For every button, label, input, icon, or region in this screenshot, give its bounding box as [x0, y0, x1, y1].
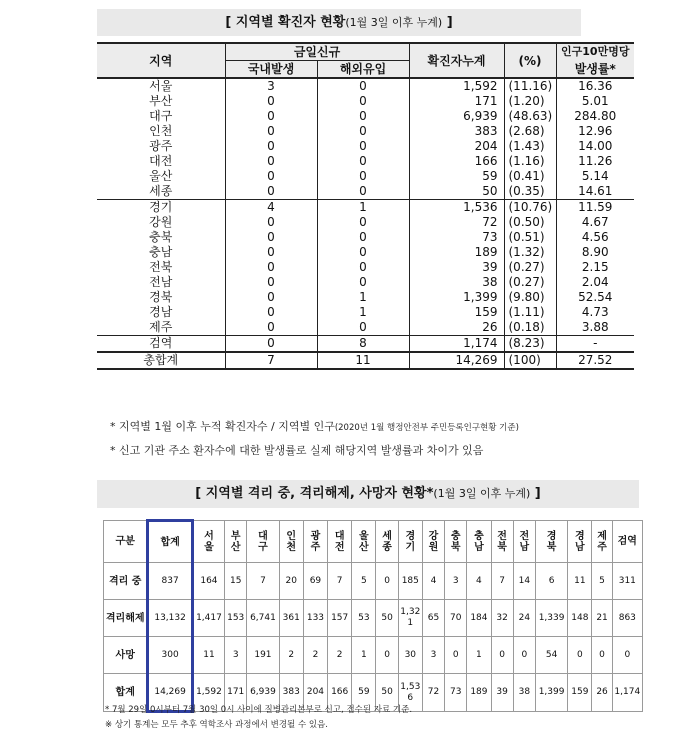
cell-value: 166	[328, 674, 352, 712]
column-header-label: 합계	[160, 536, 180, 548]
cell-domestic: 0	[225, 94, 317, 109]
table-row	[97, 200, 634, 216]
cell-value: 0	[592, 637, 612, 674]
section2-title-main: [ 지역별 격리 중, 격리해제, 사망자 현황*	[195, 486, 434, 501]
table-row	[104, 600, 643, 637]
cell-region: 제주	[149, 320, 173, 334]
cell-value: 73	[445, 674, 467, 712]
section2-title-end: ]	[530, 486, 541, 501]
cell-value: 185	[398, 563, 422, 600]
cell-overseas: 0	[317, 184, 409, 200]
cell-value: 1	[352, 637, 376, 674]
column-header-label: 강원	[428, 530, 439, 553]
cell-value: 148	[568, 600, 592, 637]
cell-region: 총합계	[97, 352, 225, 369]
cell-overseas: 11	[317, 352, 409, 369]
cell-value: 3	[422, 637, 444, 674]
cell-sum: 300	[148, 637, 192, 674]
cell-value: 0	[491, 637, 513, 674]
cell-cumulative: 38	[409, 275, 504, 290]
cell-domestic: 0	[225, 275, 317, 290]
column-header-label: 구분	[115, 536, 135, 547]
cell-value: 3	[445, 563, 467, 600]
cell-value: 69	[303, 563, 327, 600]
cell-value: 50	[376, 674, 398, 712]
cell-overseas: 0	[317, 139, 409, 154]
header-overseas: 해외유입	[317, 61, 409, 79]
column-header-label: 세종	[382, 530, 392, 553]
cell-value: 189	[467, 674, 491, 712]
column-header	[225, 521, 247, 563]
cell-domestic: 0	[225, 320, 317, 336]
header-rate-line1: 인구10만명당	[556, 43, 634, 61]
cell-value: 14	[513, 563, 535, 600]
cell-rate: 14.61	[556, 184, 634, 200]
cell-value: 65	[422, 600, 444, 637]
cell-value: 383	[279, 674, 303, 712]
cell-cumulative: 171	[409, 94, 504, 109]
cell-overseas: 0	[317, 260, 409, 275]
cell-overseas: 0	[317, 124, 409, 139]
cell-overseas: 0	[317, 215, 409, 230]
table-row	[97, 184, 634, 200]
cell-overseas: 1	[317, 305, 409, 320]
cell-value: 32	[491, 600, 513, 637]
cell-cumulative: 1,592	[409, 78, 504, 94]
table-row	[97, 336, 634, 353]
column-header	[445, 521, 467, 563]
cell-percent: (2.68)	[504, 124, 556, 139]
column-header-label: 울산	[359, 530, 369, 553]
cell-rate: 4.56	[556, 230, 634, 245]
cell-value: 38	[513, 674, 535, 712]
cell-value: 24	[513, 600, 535, 637]
cell-region: 검역	[97, 336, 225, 353]
cell-region: 광주	[149, 139, 173, 153]
table-row	[97, 78, 634, 94]
cell-cumulative: 1,399	[409, 290, 504, 305]
cell-rate: 27.52	[556, 352, 634, 369]
table-row	[97, 245, 634, 260]
cell-cumulative: 204	[409, 139, 504, 154]
column-header-label: 경남	[575, 530, 585, 553]
cell-domestic: 3	[225, 78, 317, 94]
cell-value: 54	[535, 637, 567, 674]
note-incidence-definition	[110, 418, 519, 434]
cell-value: 20	[279, 563, 303, 600]
cell-value: 72	[422, 674, 444, 712]
cell-domestic: 0	[225, 336, 317, 353]
cell-value: 1,174	[612, 674, 642, 712]
note1-main: * 지역별 1월 이후 누적 확진자수 / 지역별 인구	[110, 420, 335, 433]
cell-value: 171	[225, 674, 247, 712]
column-header	[398, 521, 422, 563]
header-region: 지역	[97, 43, 225, 78]
table-row	[97, 320, 634, 336]
cell-value: 11	[568, 563, 592, 600]
column-header-label: 경북	[546, 530, 557, 553]
cell-percent: (0.35)	[504, 184, 556, 200]
cell-overseas: 0	[317, 230, 409, 245]
cell-value: 164	[192, 563, 224, 600]
cell-sum: 13,132	[148, 600, 192, 637]
cell-value: 863	[612, 600, 642, 637]
cell-domestic: 0	[225, 154, 317, 169]
section2-title	[97, 480, 639, 508]
cell-value: 157	[328, 600, 352, 637]
cell-domestic: 0	[225, 124, 317, 139]
table-row	[97, 124, 634, 139]
cell-value: 191	[247, 637, 279, 674]
header-rate-line2: 발생률*	[556, 61, 634, 79]
table-row	[97, 260, 634, 275]
note1-source: (2020년 1월 행정안전부 주민등록인구현황 기준)	[334, 423, 519, 433]
column-header-label: 경기	[405, 530, 416, 553]
cell-value: 0	[513, 637, 535, 674]
table-row	[97, 275, 634, 290]
column-header-label: 광주	[310, 530, 321, 553]
cell-region: 전북	[149, 260, 173, 274]
cell-domestic: 0	[225, 245, 317, 260]
cell-region: 인천	[149, 124, 173, 138]
header-cumulative: 확진자누계	[409, 43, 504, 78]
cell-cumulative: 39	[409, 260, 504, 275]
cell-value: 30	[398, 637, 422, 674]
row-label: 격리해제	[104, 600, 148, 637]
confirmed-cases-table	[97, 42, 634, 370]
column-header	[422, 521, 444, 563]
cell-percent: (1.43)	[504, 139, 556, 154]
cell-cumulative: 166	[409, 154, 504, 169]
cell-percent: (0.27)	[504, 260, 556, 275]
cell-region: 경기	[97, 200, 225, 216]
cell-value: 1,417	[192, 600, 224, 637]
cell-value: 2	[328, 637, 352, 674]
table-row	[97, 290, 634, 305]
column-header-label: 전북	[497, 530, 507, 553]
cell-value: 2	[303, 637, 327, 674]
cell-cumulative: 50	[409, 184, 504, 200]
cell-rate: 284.80	[556, 109, 634, 124]
total-row	[97, 352, 634, 369]
cell-sum: 837	[148, 563, 192, 600]
cell-cumulative: 72	[409, 215, 504, 230]
table-row	[97, 154, 634, 169]
cell-percent: (0.27)	[504, 275, 556, 290]
cell-overseas: 8	[317, 336, 409, 353]
header-domestic: 국내발생	[225, 61, 317, 79]
cell-overseas: 0	[317, 94, 409, 109]
cell-value: 26	[592, 674, 612, 712]
column-header-label: 대전	[334, 530, 345, 553]
header-today-new: 금일신규	[225, 43, 409, 61]
column-header	[303, 521, 327, 563]
cell-percent: (0.18)	[504, 320, 556, 336]
cell-value: 2	[279, 637, 303, 674]
cell-value: 1,536	[398, 674, 422, 712]
row-label: 격리 중	[104, 563, 148, 600]
table-row	[97, 139, 634, 154]
cell-rate: 4.67	[556, 215, 634, 230]
cell-domestic: 0	[225, 139, 317, 154]
cell-rate: 5.01	[556, 94, 634, 109]
column-header	[376, 521, 398, 563]
cell-percent: (11.16)	[504, 78, 556, 94]
cell-value: 0	[612, 637, 642, 674]
cell-region: 부산	[149, 94, 173, 108]
cell-value: 311	[612, 563, 642, 600]
cell-domestic: 0	[225, 290, 317, 305]
isolation-status-table	[103, 519, 643, 713]
cell-cumulative: 59	[409, 169, 504, 184]
column-header	[513, 521, 535, 563]
cell-overseas: 1	[317, 200, 409, 216]
cell-overseas: 0	[317, 275, 409, 290]
cell-rate: 16.36	[556, 78, 634, 94]
cell-domestic: 0	[225, 230, 317, 245]
footnote-data-basis: * 7월 29일 0시부터 7월 30일 0시 사이에 질병관리본부로 신고, 접수된 자료 기준.	[105, 705, 413, 715]
column-header	[247, 521, 279, 563]
cell-domestic: 0	[225, 169, 317, 184]
cell-value: 159	[568, 674, 592, 712]
table-row	[104, 637, 643, 674]
cell-value: 3	[225, 637, 247, 674]
cell-value: 4	[467, 563, 491, 600]
column-header-label: 대구	[258, 530, 268, 553]
cell-overseas: 0	[317, 78, 409, 94]
cell-rate: 4.73	[556, 305, 634, 320]
cell-overseas: 1	[317, 290, 409, 305]
cell-rate: 2.15	[556, 260, 634, 275]
cell-percent: (8.23)	[504, 336, 556, 353]
column-header	[279, 521, 303, 563]
cell-rate: 5.14	[556, 169, 634, 184]
cell-value: 39	[491, 674, 513, 712]
cell-rate: 11.26	[556, 154, 634, 169]
cell-value: 7	[491, 563, 513, 600]
table-row	[104, 563, 643, 600]
cell-cumulative: 14,269	[409, 352, 504, 369]
cell-domestic: 0	[225, 184, 317, 200]
cell-value: 153	[225, 600, 247, 637]
column-header	[328, 521, 352, 563]
cell-cumulative: 1,536	[409, 200, 504, 216]
cell-percent: (9.80)	[504, 290, 556, 305]
cell-domestic: 0	[225, 215, 317, 230]
column-header	[491, 521, 513, 563]
cell-value: 1,592	[192, 674, 224, 712]
cell-rate: 52.54	[556, 290, 634, 305]
cell-overseas: 0	[317, 169, 409, 184]
cell-rate: 14.00	[556, 139, 634, 154]
cell-value: 1,321	[398, 600, 422, 637]
table-row	[97, 109, 634, 124]
cell-value: 11	[192, 637, 224, 674]
column-header	[612, 521, 642, 563]
cell-overseas: 0	[317, 109, 409, 124]
table-row	[97, 169, 634, 184]
cell-value: 21	[592, 600, 612, 637]
cell-percent: (0.50)	[504, 215, 556, 230]
cell-value: 7	[328, 563, 352, 600]
cell-region: 전남	[149, 275, 173, 289]
column-header-label: 인천	[286, 530, 297, 553]
cell-percent: (0.51)	[504, 230, 556, 245]
cell-value: 0	[568, 637, 592, 674]
column-header	[568, 521, 592, 563]
note-incidence-caveat: * 신고 기관 주소 환자수에 대한 발생률로 실제 해당지역 발생률과 차이가 있음	[110, 444, 484, 457]
cell-rate: -	[556, 336, 634, 353]
section1-title-main: [ 지역별 확진자 현황	[225, 15, 346, 30]
cell-region: 울산	[149, 169, 173, 183]
cell-value: 5	[352, 563, 376, 600]
cell-region: 충북	[149, 230, 173, 244]
section1-title-end: ]	[442, 15, 453, 30]
cell-percent: (100)	[504, 352, 556, 369]
cell-domestic: 0	[225, 260, 317, 275]
column-header-label: 충남	[474, 530, 484, 553]
cell-value: 0	[376, 563, 398, 600]
cell-region: 세종	[149, 184, 173, 198]
cell-domestic: 0	[225, 109, 317, 124]
cell-value: 53	[352, 600, 376, 637]
column-header-label: 부산	[230, 530, 241, 553]
cell-value: 70	[445, 600, 467, 637]
section1-title-period: (1월 3일 이후 누계)	[345, 16, 443, 29]
cell-region: 강원	[149, 215, 173, 229]
cell-value: 184	[467, 600, 491, 637]
cell-cumulative: 73	[409, 230, 504, 245]
cell-percent: (1.20)	[504, 94, 556, 109]
cell-region: 경남	[149, 305, 173, 319]
cell-value: 4	[422, 563, 444, 600]
cell-region: 대전	[149, 154, 173, 168]
cell-value: 0	[445, 637, 467, 674]
table-row	[97, 215, 634, 230]
row-label: 합계	[104, 674, 148, 712]
cell-region: 충남	[149, 245, 173, 259]
cell-cumulative: 1,174	[409, 336, 504, 353]
cell-rate: 3.88	[556, 320, 634, 336]
cell-value: 59	[352, 674, 376, 712]
cell-region: 경북	[149, 290, 173, 304]
table-row	[97, 94, 634, 109]
column-header	[535, 521, 567, 563]
column-header	[148, 521, 192, 563]
cell-sum: 14,269	[148, 674, 192, 712]
cell-percent: (1.32)	[504, 245, 556, 260]
cell-value: 6,741	[247, 600, 279, 637]
column-header	[467, 521, 491, 563]
section2-title-period: (1월 3일 이후 누계)	[433, 487, 531, 500]
cell-value: 0	[376, 637, 398, 674]
column-header-label: 제주	[597, 530, 607, 553]
cell-value: 1,399	[535, 674, 567, 712]
cell-domestic: 4	[225, 200, 317, 216]
section1-title	[97, 9, 581, 36]
cell-overseas: 0	[317, 245, 409, 260]
column-header-label: 충북	[450, 530, 461, 553]
cell-value: 6	[535, 563, 567, 600]
row-label: 사망	[104, 637, 148, 674]
cell-domestic: 7	[225, 352, 317, 369]
table-row	[97, 305, 634, 320]
cell-percent: (1.11)	[504, 305, 556, 320]
cell-value: 5	[592, 563, 612, 600]
cell-value: 361	[279, 600, 303, 637]
cell-value: 7	[247, 563, 279, 600]
cell-region: 서울	[149, 79, 173, 93]
cell-value: 15	[225, 563, 247, 600]
cell-value: 133	[303, 600, 327, 637]
footnote-subject-to-change: ※ 상기 통계는 모두 추후 역학조사 과정에서 변경될 수 있음.	[105, 720, 328, 730]
column-header-label: 서울	[204, 530, 214, 553]
cell-cumulative: 26	[409, 320, 504, 336]
cell-value: 50	[376, 600, 398, 637]
column-header	[592, 521, 612, 563]
cell-rate: 12.96	[556, 124, 634, 139]
cell-region: 대구	[149, 109, 173, 123]
cell-rate: 11.59	[556, 200, 634, 216]
cell-cumulative: 6,939	[409, 109, 504, 124]
cell-cumulative: 189	[409, 245, 504, 260]
cell-percent: (1.16)	[504, 154, 556, 169]
column-header-label: 검역	[617, 536, 637, 547]
cell-domestic: 0	[225, 305, 317, 320]
cell-overseas: 0	[317, 154, 409, 169]
cell-rate: 8.90	[556, 245, 634, 260]
cell-value: 1,339	[535, 600, 567, 637]
cell-percent: (0.41)	[504, 169, 556, 184]
header-percent: (%)	[504, 43, 556, 78]
table-row	[97, 230, 634, 245]
cell-rate: 2.04	[556, 275, 634, 290]
column-header-label: 전남	[519, 530, 530, 553]
column-header	[352, 521, 376, 563]
column-header	[192, 521, 224, 563]
column-header	[104, 521, 148, 563]
cell-value: 204	[303, 674, 327, 712]
cell-percent: (10.76)	[504, 200, 556, 216]
cell-cumulative: 159	[409, 305, 504, 320]
cell-overseas: 0	[317, 320, 409, 336]
cell-cumulative: 383	[409, 124, 504, 139]
cell-value: 6,939	[247, 674, 279, 712]
cell-value: 1	[467, 637, 491, 674]
cell-percent: (48.63)	[504, 109, 556, 124]
